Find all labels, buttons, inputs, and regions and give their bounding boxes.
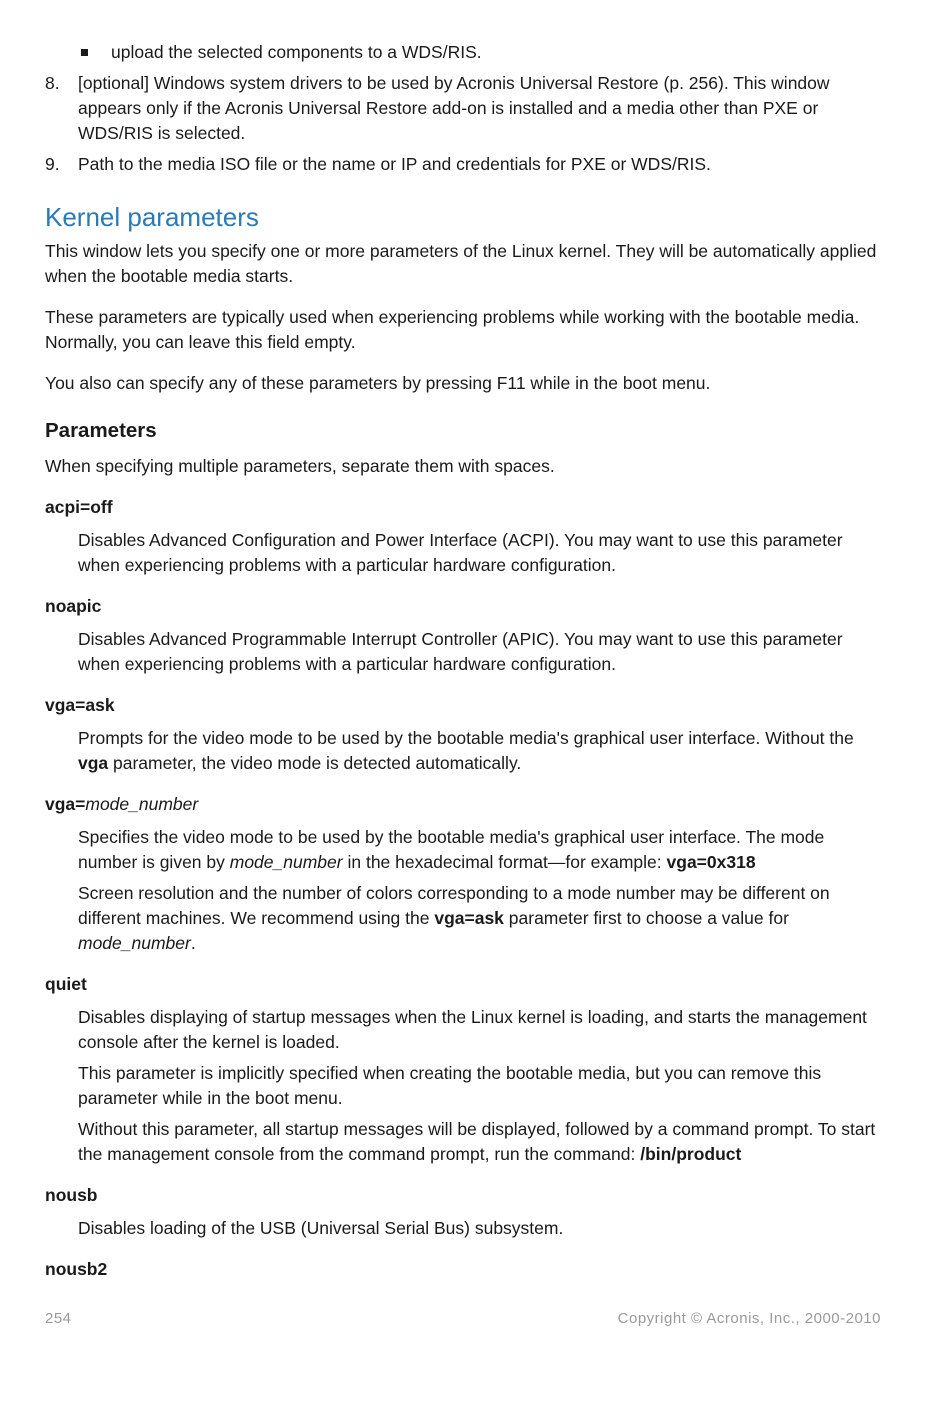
text-run: Prompts for the video mode to be used by the bootable media's graphical user interface. Without the [78, 728, 854, 748]
definition: Disables Advanced Configuration and Power Interface (ACPI). You may want to use this parameter when experiencing problems with a particular hardware configuration. [78, 530, 843, 575]
paragraph: These parameters are typically used when experiencing problems while working with the bootable media. Normally, you can leave this field empty. [45, 307, 860, 352]
paragraph: When specifying multiple parameters, separate them with spaces. [45, 456, 555, 476]
list-item [45, 152, 885, 177]
document-page [45, 40, 885, 1290]
list-item [45, 71, 885, 146]
term-italic: mode_number [85, 794, 199, 814]
term-vga-ask: vga=ask [45, 695, 115, 715]
definition: Disables displaying of startup messages when the Linux kernel is loading, and starts the management console after the kernel is loaded. [78, 1007, 867, 1052]
definition: Disables Advanced Programmable Interrupt Controller (APIC). You may want to use this parameter when experiencing problems with a particular hardware configuration. [78, 629, 843, 674]
list-item [45, 40, 885, 65]
term-nousb: nousb [45, 1185, 98, 1205]
text-run: parameter, the video mode is detected automatically. [108, 753, 522, 773]
bold-text: vga [78, 753, 109, 773]
term-nousb2: nousb2 [45, 1259, 108, 1279]
definition: This parameter is implicitly specified when creating the bootable media, but you can remove this parameter while in the boot menu. [78, 1063, 822, 1108]
bold-text: vga=ask [434, 908, 504, 928]
italic-text: mode_number [229, 852, 343, 872]
term-noapic: noapic [45, 596, 102, 616]
text-run: in the hexadecimal format—for example: [342, 852, 667, 872]
definition [45, 726, 885, 776]
square-bullet-icon [81, 49, 88, 56]
term-bold: vga= [45, 794, 86, 814]
term-quiet: quiet [45, 974, 87, 994]
definition [45, 1117, 885, 1167]
definition: Disables loading of the USB (Universal Serial Bus) subsystem. [78, 1218, 564, 1238]
italic-text: mode_number [78, 933, 191, 953]
list-number: 8. [45, 73, 60, 93]
text-run: Specifies the video mode to be used by the bootable media's graphical user interface. The mode number is given by [78, 827, 825, 872]
paragraph: This window lets you specify one or more parameters of the Linux kernel. They will be automatically applied when the bootable media starts. [45, 241, 877, 286]
bold-text: vga=0x318 [666, 852, 756, 872]
page-number: 254 [45, 1310, 72, 1327]
text-run: Screen resolution and the number of colors corresponding to a mode number may be different on different machines. We recommend using the [78, 883, 830, 928]
bullet-text: upload the selected components to a WDS/RIS. [111, 42, 482, 62]
list-item-text: Path to the media ISO file or the name or IP and credentials for PXE or WDS/RIS. [78, 154, 711, 174]
text-run: . [190, 933, 196, 953]
list-number: 9. [45, 154, 60, 174]
term-acpi: acpi=off [45, 497, 113, 517]
definition [45, 881, 885, 956]
page-footer [45, 1310, 881, 1327]
subsection-heading: Parameters [45, 419, 157, 442]
bold-text: /bin/product [640, 1144, 742, 1164]
text-run: Without this parameter, all startup messages will be displayed, followed by a command prompt. To start the management console from the command prompt, run the command: [78, 1119, 876, 1164]
text-run: parameter first to choose a value for [503, 908, 789, 928]
list-item-text: [optional] Windows system drivers to be used by Acronis Universal Restore (p. 256). This window appears only if the Acronis Universal Restore add-on is installed and a media other than PXE or WDS/RIS is selected. [78, 73, 830, 143]
term-vga-mode [45, 792, 885, 817]
definition [45, 825, 885, 875]
section-heading: Kernel parameters [45, 202, 259, 232]
paragraph: You also can specify any of these parameters by pressing F11 while in the boot menu. [45, 373, 711, 393]
copyright-text: Copyright © Acronis, Inc., 2000-2010 [617, 1310, 881, 1327]
